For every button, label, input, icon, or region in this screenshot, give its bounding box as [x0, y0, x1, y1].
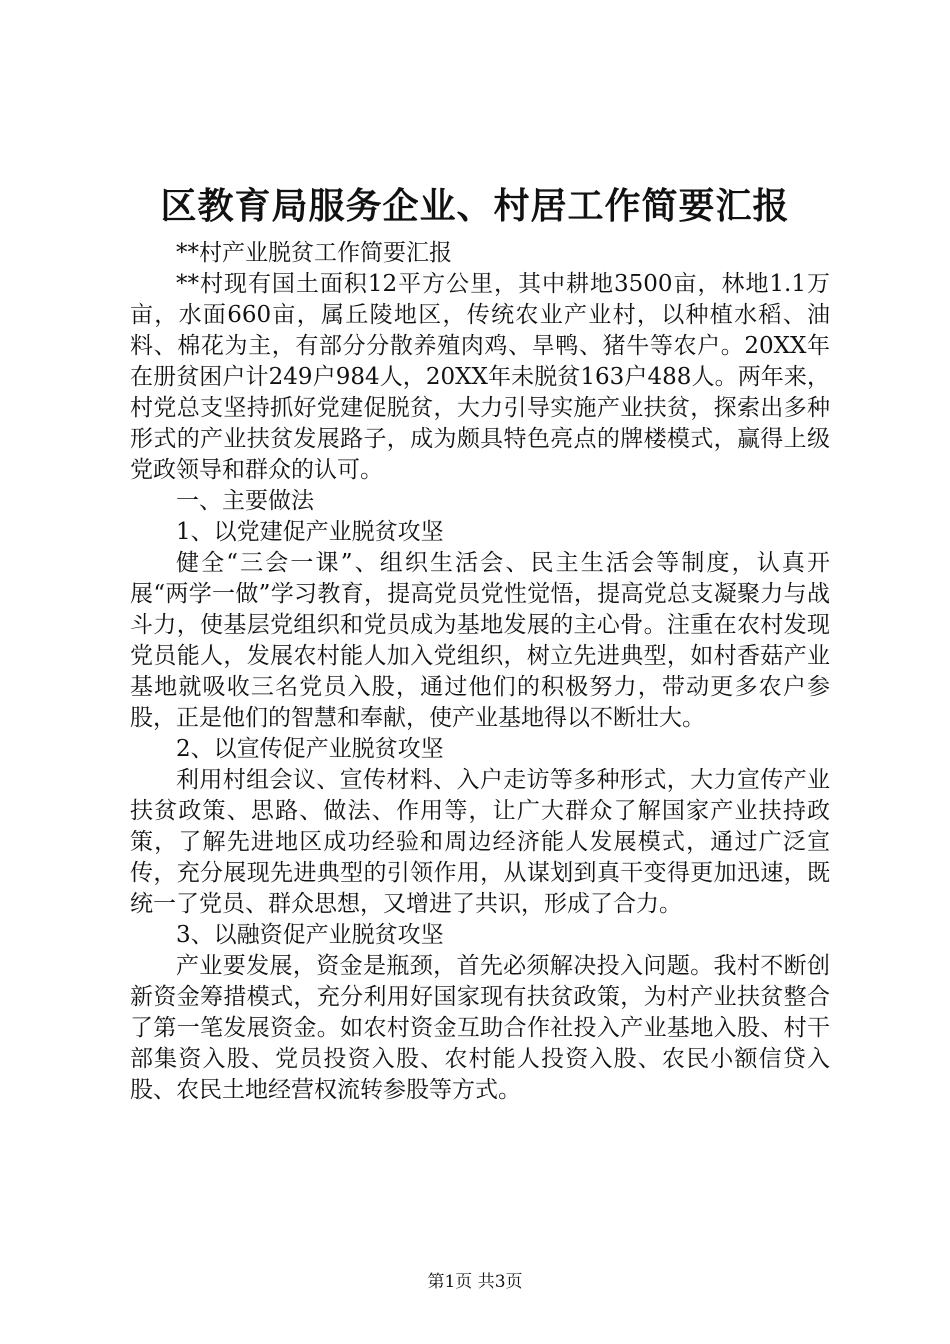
subheading-financing: 3、以融资促产业脱贫攻坚 [176, 922, 444, 948]
paragraph-publicity: 利用村组会议、宣传材料、入户走访等多种形式，大力宣传产业扶贫政策、思路、做法、作用等，让广大群众了解国家产业扶持政策，了解先进地区成功经验和周边经济能人发展模式，通过广泛宣传，充分展现先进典型的引领作用，从谋划到真干变得更加迅速，既统一了党员、群众思想，又增进了共识，形成了合力。 [130, 767, 830, 917]
document-title: 区教育局服务企业、村居工作简要汇报 [160, 185, 790, 227]
page-number-footer: 第1页 共3页 [427, 1272, 523, 1292]
paragraph-overview: **村现有国土面积12平方公里，其中耕地3500亩，林地1.1万亩，水面660亩，属丘陵地区，传统农业产业村，以种植水稻、油料、棉花为主，有部分分散养殖肉鸡、旱鸭、猪牛等农户。20XX年在册贫困户计249户984人，20XX年未脱贫163户488人。两年来，村党总支坚持抓好党建促脱贫，大力引导实施产业扶贫，探索出多种形式的产业扶贫发展路子，成为颇具特色亮点的牌楼模式，赢得上级党政领导和群众的认可。 [130, 271, 830, 483]
paragraph-financing: 产业要发展，资金是瓶颈，首先必须解决投入问题。我村不断创新资金筹措模式，充分利用好国家现有扶贫政策，为村产业扶贫整合了第一笔发展资金。如农村资金互助合作社投入产业基地入股、村干部集资入股、党员投资入股、农村能人投资入股、农民小额信贷入股、农民土地经营权流转参股等方式。 [130, 953, 830, 1103]
document-body [130, 238, 830, 1106]
subheading-party-building: 1、以党建促产业脱贫攻坚 [176, 519, 444, 545]
paragraph-subtitle: **村产业脱贫工作简要汇报 [176, 240, 452, 266]
subheading-publicity: 2、以宣传促产业脱贫攻坚 [176, 736, 444, 762]
paragraph-party-building: 健全“三会一课”、组织生活会、民主生活会等制度，认真开展“两学一做”学习教育，提高党员党性觉悟，提高党总支凝聚力与战斗力，使基层党组织和党员成为基地发展的主心骨。注重在农村发现党员能人，发展农村能人加入党组织，树立先进典型，如村香菇产业基地就吸收三名党员入股，通过他们的积极努力，带动更多农户参股，正是他们的智慧和奉献，使产业基地得以不断壮大。 [130, 550, 830, 731]
section-heading-main-practices: 一、主要做法 [176, 488, 314, 514]
